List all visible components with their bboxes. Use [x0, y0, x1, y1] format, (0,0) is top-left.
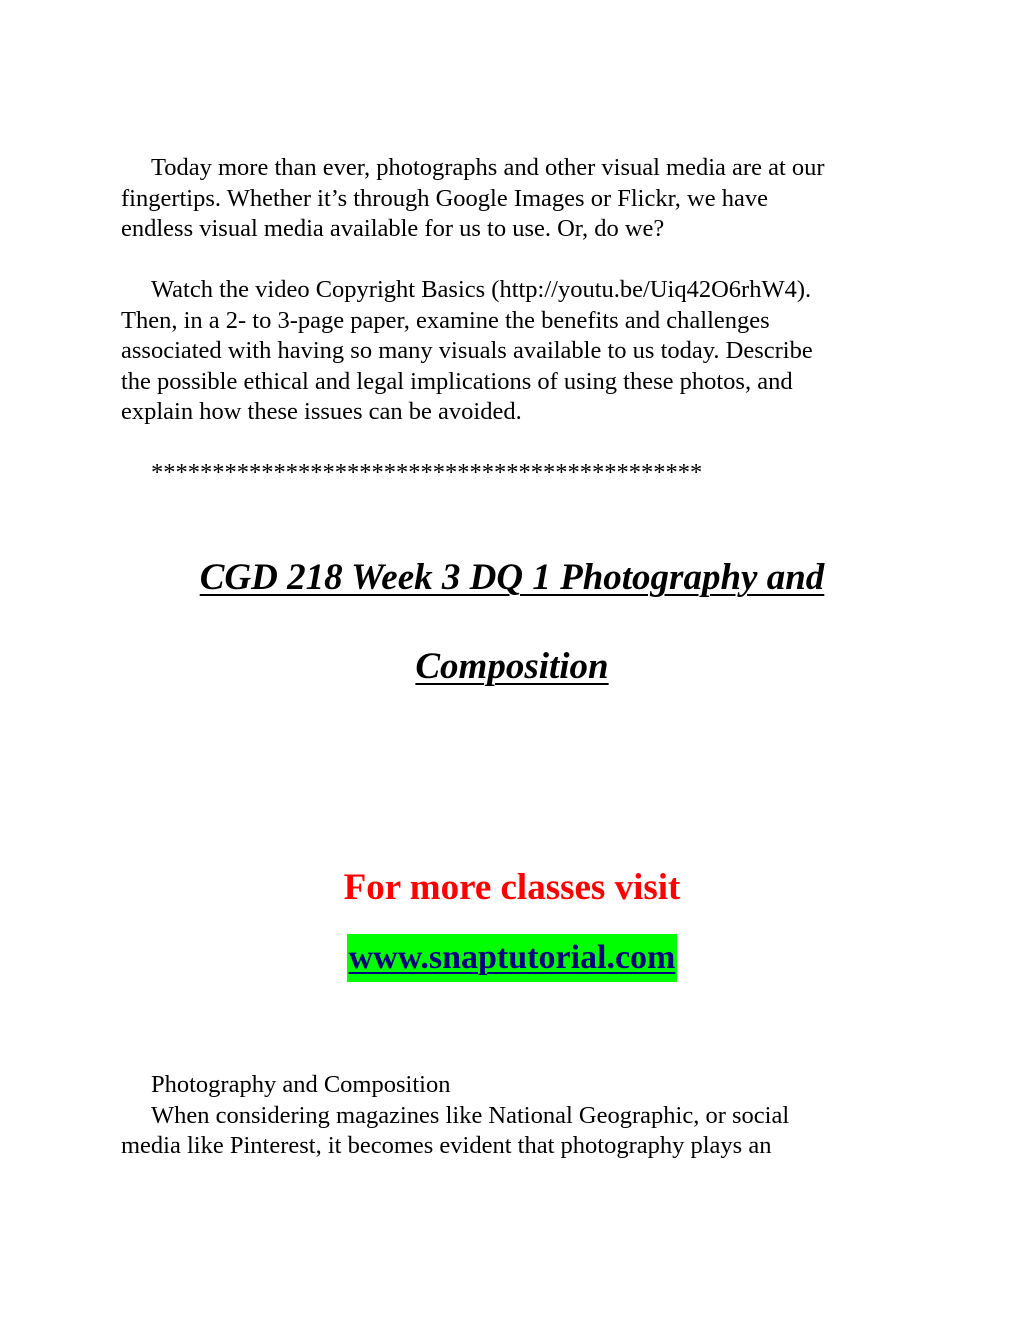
- separator-line: [121, 458, 911, 489]
- intro-line-1: Today more than ever, photographs and other visual media are at our: [151, 154, 825, 181]
- title-text-1: CGD 218 Week 3 DQ 1 Photography and: [199, 557, 825, 598]
- section-heading: Photography and Composition: [151, 1071, 451, 1098]
- separator-stars: *********************************************: [151, 459, 703, 486]
- intro-paragraph: [121, 153, 911, 245]
- section-paragraph: [121, 1070, 911, 1162]
- assignment-paragraph: [121, 275, 911, 428]
- title-text-2: Composition: [415, 646, 609, 687]
- intro-line-2: fingertips. Whether it’s through Google Images or Flickr, we have: [121, 184, 768, 212]
- assignment-line-1: Watch the video Copyright Basics (http://youtu.be/Uiq42O6rhW4).: [151, 276, 812, 303]
- promo-text: For more classes visit: [343, 867, 681, 908]
- assignment-line-4: the possible ethical and legal implications of using these photos, and: [121, 367, 793, 395]
- section-line-2: media like Pinterest, it becomes evident that photography plays an: [121, 1132, 772, 1159]
- promo-link-wrapper: [0, 934, 1024, 982]
- title-line-2: [0, 645, 1024, 689]
- section-line-1: When considering magazines like National Geographic, or social: [151, 1101, 790, 1129]
- intro-line-3: endless visual media available for us to use. Or, do we?: [121, 215, 665, 242]
- snaptutorial-link[interactable]: www.snaptutorial.com: [347, 934, 678, 982]
- title-line-1: [0, 556, 1024, 600]
- assignment-line-2: Then, in a 2- to 3-page paper, examine the benefits and challenges: [121, 306, 770, 334]
- assignment-line-5: explain how these issues can be avoided.: [121, 398, 522, 425]
- assignment-line-3: associated with having so many visuals available to us today. Describe: [121, 337, 813, 364]
